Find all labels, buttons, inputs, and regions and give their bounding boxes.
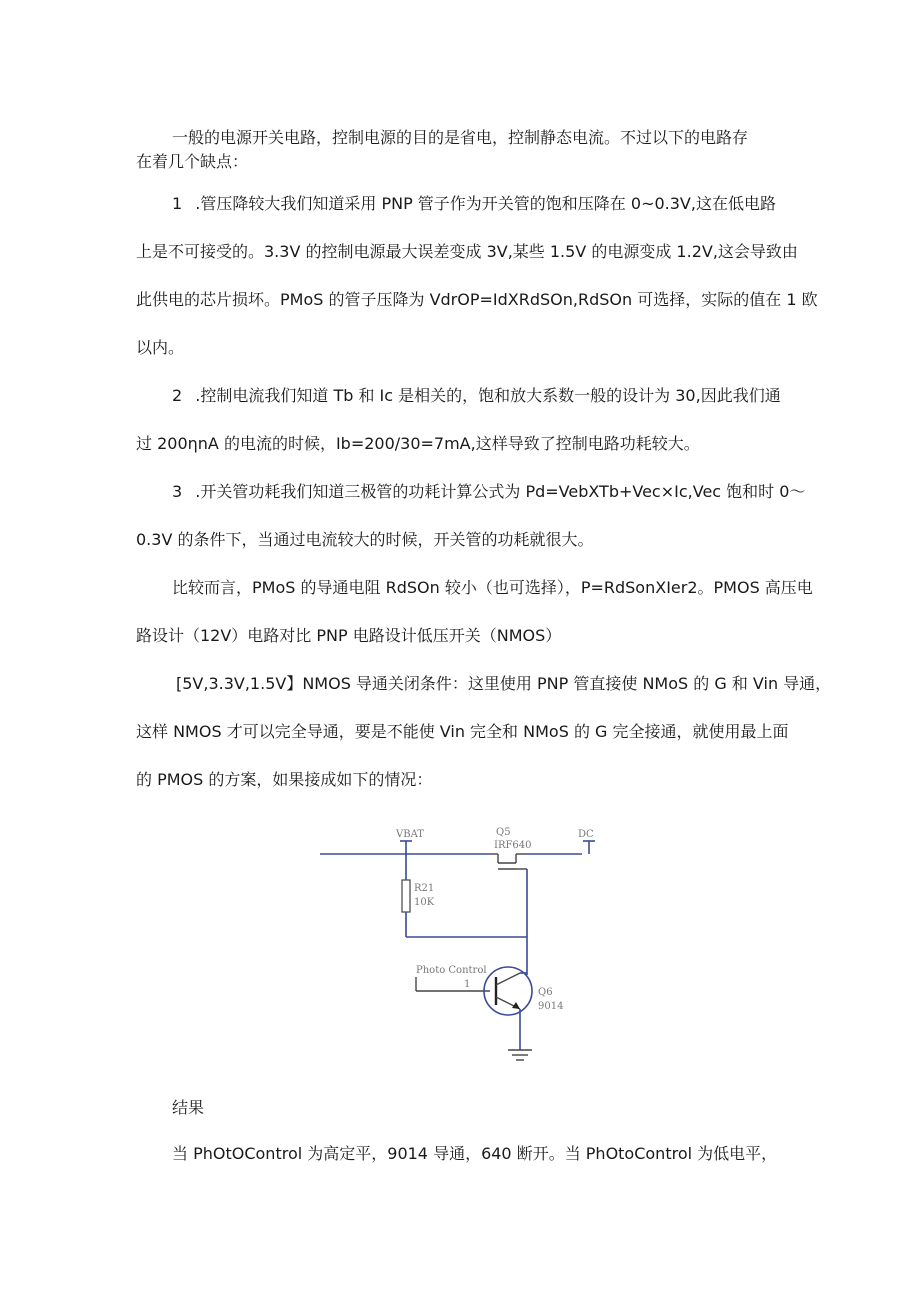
photo-control-label: Photo Control bbox=[416, 965, 487, 976]
nmos-line-3: 的 PMOS 的方案，如果接成如下的情况： bbox=[136, 770, 433, 789]
intro-line-1: 一般的电源开关电路，控制电源的目的是省电，控制静态电流。不过以下的电路存 bbox=[172, 128, 749, 147]
compare-line-2: 路设计（12V）电路对比 PNP 电路设计低压开关（NMOS） bbox=[136, 626, 562, 645]
intro-paragraph bbox=[136, 126, 784, 174]
intro-line-2: 在着几个缺点： bbox=[136, 152, 249, 171]
irf640-label: IRF640 bbox=[494, 840, 532, 851]
pin-1-label: 1 bbox=[464, 979, 471, 990]
item-2-line-1 bbox=[172, 384, 822, 408]
r21-label: R21 bbox=[414, 883, 435, 894]
r21-resistor bbox=[402, 880, 410, 912]
item-3-line-1 bbox=[172, 480, 822, 504]
q6-collector-leg bbox=[496, 973, 520, 985]
item-3-line-2: 0.3V 的条件下，当通过电流较大的时候，开关管的功耗就很大。 bbox=[136, 530, 594, 549]
q6-model-label: 9014 bbox=[538, 1001, 564, 1012]
item-2-number: 2 bbox=[172, 386, 183, 405]
item-1-line-3: 此供电的芯片损坏。PMoS 的管子压降为 VdrOP=IdXRdSOn,RdSOn 可选择，实际的值在 1 欧 bbox=[136, 290, 818, 309]
dc-label: DC bbox=[578, 829, 594, 840]
vbat-label: VBAT bbox=[396, 829, 424, 840]
q5-label: Q5 bbox=[496, 827, 511, 838]
result-line-1: 当 PhOtOControl 为高定平，9014 导通，640 断开。当 PhOtoControl 为低电平， bbox=[172, 1144, 778, 1163]
compare-line-1: 比较而言，PMoS 的导通电阻 RdSOn 较小（也可选择），P=RdSonXIer2。PMOS 高压电 bbox=[172, 578, 813, 597]
item-1-line-4: 以内。 bbox=[136, 338, 185, 357]
result-heading: 结果 bbox=[172, 1098, 205, 1117]
circuit-diagram bbox=[320, 825, 594, 1070]
item-3-text-1: .开关管功耗我们知道三极管的功耗计算公式为 Pd=VebXTb+Vec×Ic,Vec 饱和时 0〜 bbox=[195, 482, 806, 501]
item-2-line-2: 过 200ηnA 的电流的时候，Ib=200/30=7mA,这样导致了控制电路功耗较大。 bbox=[136, 434, 700, 453]
r21-value: 10K bbox=[414, 897, 435, 908]
nmos-line-2: 这样 NMOS 才可以完全导通，要是不能使 Vin 完全和 NMoS 的 G 完全接通，就使用最上面 bbox=[136, 722, 789, 741]
q6-body bbox=[484, 967, 532, 1015]
nmos-line-1: [5V,3.3V,1.5V】NMOS 导通关闭条件：这里使用 PNP 管直接使 NMoS 的 G 和 Vin 导通， bbox=[176, 674, 832, 693]
item-1-line-2: 上是不可接受的。3.3V 的控制电源最大误差变成 3V,某些 1.5V 的电源变成 1.2V,这会导致由 bbox=[136, 242, 798, 261]
item-1-line-1 bbox=[172, 192, 822, 216]
q6-label: Q6 bbox=[538, 987, 553, 998]
item-1-text-1: .管压降较大我们知道采用 PNP 管子作为开关管的饱和压降在 0~0.3V,这在低电路 bbox=[195, 194, 776, 213]
item-1-number: 1 bbox=[172, 194, 183, 213]
item-2-text-1: .控制电流我们知道 Tb 和 Ic 是相关的，饱和放大系数一般的设计为 30,因此我们通 bbox=[195, 386, 781, 405]
circuit-svg bbox=[320, 825, 594, 1070]
item-3-number: 3 bbox=[172, 482, 183, 501]
